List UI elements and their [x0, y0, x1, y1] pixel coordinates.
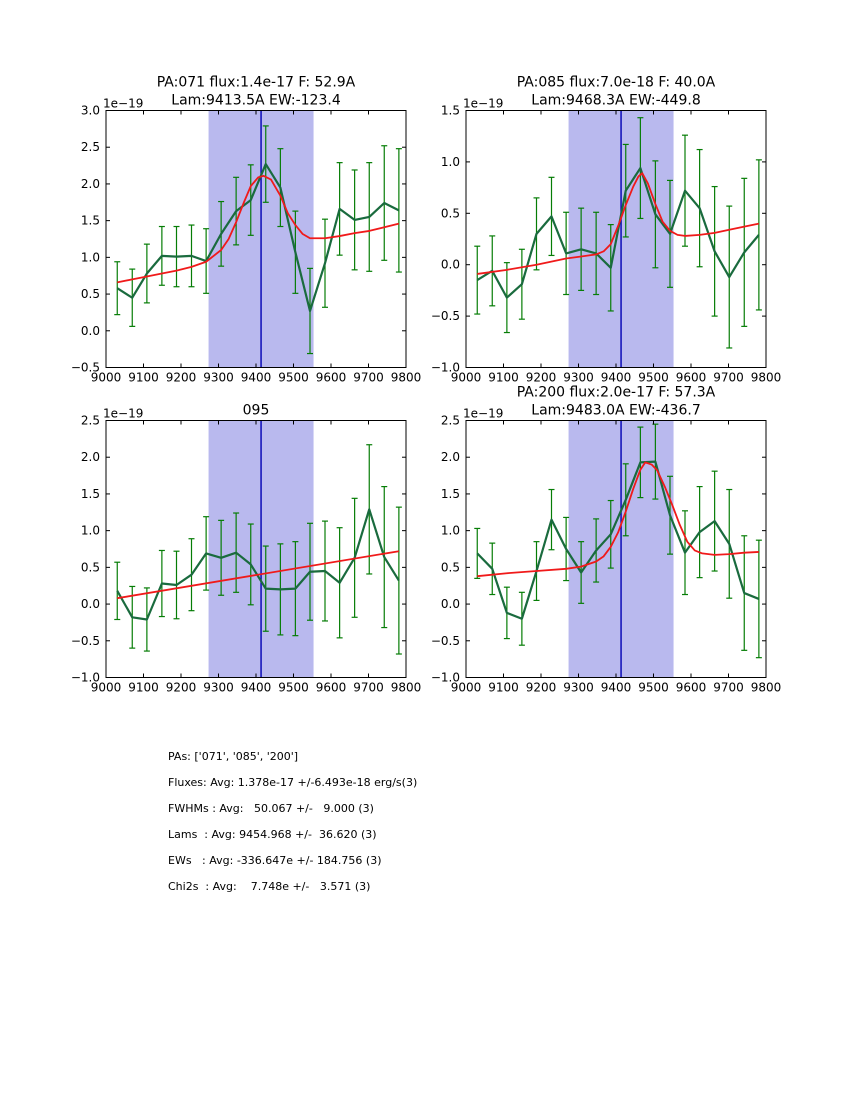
x-tick-label: 9100 [128, 680, 159, 695]
x-tick-label: 9000 [450, 680, 482, 695]
y-tick-label: 2.5 [80, 140, 100, 155]
y-tick-label: 0.0 [80, 323, 100, 338]
y-tick-label: 2.0 [80, 176, 100, 191]
y-axis-offset-label: 1e−19 [103, 96, 144, 111]
subplot-title-line1: PA:085 flux:7.0e-18 F: 40.0A [516, 74, 716, 91]
y-axis-offset-label: 1e−19 [463, 96, 504, 111]
subplot-title-line1: PA:071 flux:1.4e-17 F: 52.9A [156, 74, 356, 91]
stats-block [168, 744, 417, 900]
stats-pas: PAs: ['071', '085', '200'] [168, 750, 299, 763]
subplot-title-line2: Lam:9483.0A EW:-436.7 [531, 402, 701, 419]
y-tick-label: −1.0 [430, 360, 460, 375]
stats-fwhms: FWHMs : Avg: 50.067 +/- 9.000 (3) [168, 802, 374, 815]
x-tick-label: 9100 [488, 680, 519, 695]
x-tick-label: 9000 [90, 680, 122, 695]
x-tick-label: 9700 [353, 370, 384, 385]
x-tick-label: 9800 [390, 370, 422, 385]
x-tick-label: 9600 [675, 370, 707, 385]
y-tick-label: 0.5 [80, 287, 100, 302]
x-tick-label: 9600 [675, 680, 707, 695]
subplot-2 [71, 403, 421, 695]
stats-lams: Lams : Avg: 9454.968 +/- 36.620 (3) [168, 828, 377, 841]
y-tick-label: 1.5 [440, 486, 460, 501]
y-tick-label: 0.0 [440, 257, 460, 272]
y-tick-label: 1.0 [440, 523, 460, 538]
x-tick-label: 9100 [488, 370, 519, 385]
x-tick-label: 9200 [165, 370, 197, 385]
x-tick-label: 9600 [315, 370, 347, 385]
subplot-3 [431, 385, 781, 695]
y-axis-offset-label: 1e−19 [103, 406, 144, 421]
y-axis-offset-label: 1e−19 [463, 406, 504, 421]
x-tick-label: 9700 [353, 680, 384, 695]
x-tick-label: 9700 [713, 370, 744, 385]
subplot-title-line1: PA:200 flux:2.0e-17 F: 57.3A [516, 384, 716, 401]
y-tick-label: 0.0 [440, 597, 460, 612]
x-tick-label: 9000 [90, 370, 122, 385]
subplot-title-line2: 095 [242, 402, 270, 419]
stats-chi2s: Chi2s : Avg: 7.748e +/- 3.571 (3) [168, 880, 371, 893]
y-tick-label: 0.5 [440, 560, 460, 575]
y-tick-label: −0.5 [430, 633, 460, 648]
y-tick-label: 2.5 [440, 413, 460, 428]
stats-fluxes: Fluxes: Avg: 1.378e-17 +/-6.493e-18 erg/s(3) [168, 776, 418, 789]
x-tick-label: 9400 [600, 370, 632, 385]
x-tick-label: 9300 [563, 370, 594, 385]
stats-ews: EWs : Avg: -336.647e +/- 184.756 (3) [168, 854, 382, 867]
y-tick-label: 0.0 [80, 597, 100, 612]
y-tick-label: 1.5 [80, 486, 100, 501]
x-tick-label: 9800 [750, 680, 782, 695]
x-tick-label: 9200 [165, 680, 197, 695]
x-tick-label: 9600 [315, 680, 347, 695]
x-tick-label: 9500 [278, 370, 309, 385]
y-tick-label: 3.0 [80, 103, 100, 118]
x-tick-label: 9400 [240, 680, 272, 695]
x-tick-label: 9300 [203, 680, 234, 695]
y-tick-label: 0.5 [440, 206, 460, 221]
y-tick-label: 1.5 [80, 213, 100, 228]
y-tick-label: 2.5 [80, 413, 100, 428]
x-tick-label: 9200 [525, 680, 557, 695]
y-tick-label: 1.0 [80, 250, 100, 265]
y-tick-label: 2.0 [440, 450, 460, 465]
y-tick-label: −0.5 [70, 360, 100, 375]
y-tick-label: −0.5 [70, 633, 100, 648]
y-tick-label: 0.5 [80, 560, 100, 575]
y-tick-label: 2.0 [80, 450, 100, 465]
x-tick-label: 9500 [278, 680, 309, 695]
x-tick-label: 9500 [638, 680, 669, 695]
x-tick-label: 9000 [450, 370, 482, 385]
y-tick-label: 1.0 [440, 154, 460, 169]
y-tick-label: −0.5 [430, 309, 460, 324]
y-tick-label: 1.5 [440, 103, 460, 118]
subplot-title-line2: Lam:9468.3A EW:-449.8 [531, 92, 701, 109]
subplot-1 [431, 75, 781, 385]
x-tick-label: 9800 [750, 370, 782, 385]
subplot-title-line2: Lam:9413.5A EW:-123.4 [171, 92, 341, 109]
y-tick-label: −1.0 [70, 670, 100, 685]
x-tick-label: 9300 [203, 370, 234, 385]
x-tick-label: 9200 [525, 370, 557, 385]
x-tick-label: 9400 [600, 680, 632, 695]
x-tick-label: 9800 [390, 680, 422, 695]
x-tick-label: 9300 [563, 680, 594, 695]
y-tick-label: −1.0 [430, 670, 460, 685]
x-tick-label: 9500 [638, 370, 669, 385]
x-tick-label: 9100 [128, 370, 159, 385]
subplot-0 [71, 75, 421, 385]
y-tick-label: 1.0 [80, 523, 100, 538]
x-tick-label: 9700 [713, 680, 744, 695]
x-tick-label: 9400 [240, 370, 272, 385]
